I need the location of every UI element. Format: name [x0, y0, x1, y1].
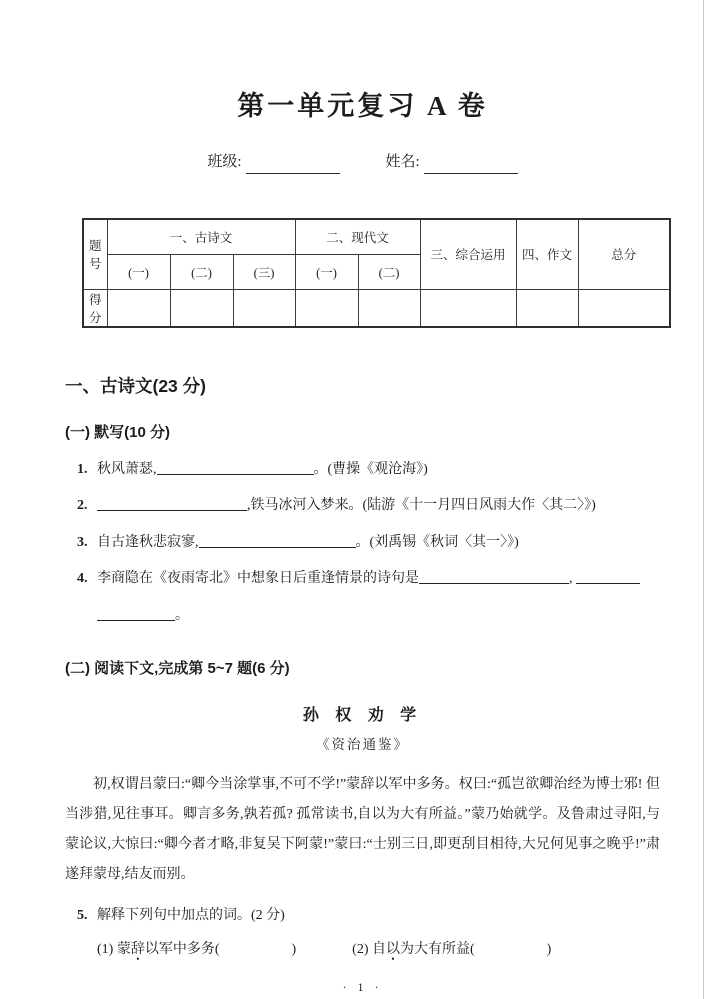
- score-cell-empty: [358, 289, 420, 327]
- close-paren: ): [291, 942, 297, 957]
- score-table-col-zonghe: 三、综合运用: [420, 219, 516, 289]
- emphasized-char: 辞: [130, 942, 145, 957]
- answer-blank-line: [157, 459, 314, 475]
- score-table-subcol: (一): [107, 254, 170, 289]
- subsection-heading-moxie: (一) 默写(10 分): [65, 423, 171, 441]
- page-number: · 1 ·: [342, 980, 383, 994]
- question-source: 。(曹操《观沧海》): [313, 461, 428, 477]
- score-table-subcol: (三): [233, 254, 295, 289]
- passage-source: 《资治通鉴》: [316, 737, 409, 752]
- score-table-subcol: (一): [295, 254, 358, 289]
- question-number: 3.: [77, 534, 88, 550]
- question-stem: 解释下列句中加点的词。(2 分): [97, 908, 285, 923]
- close-paren: ): [546, 942, 552, 957]
- dictation-question-list: [65, 452, 660, 635]
- subsection-heading-yuedu: (二) 阅读下文,完成第 5~7 题(6 分): [65, 660, 290, 677]
- answer-blank-line: [199, 532, 356, 548]
- question-source: 。(刘禹锡《秋词〈其一〉》): [355, 534, 519, 550]
- question-number: 1.: [77, 461, 88, 477]
- question-separator: ,: [569, 571, 573, 586]
- question-item-4: [65, 561, 660, 634]
- score-table-col-zongfen: 总分: [578, 219, 670, 289]
- question-5-subparts: [97, 934, 660, 966]
- class-blank-line: [246, 154, 340, 174]
- class-label: 班级:: [207, 154, 242, 170]
- question-item-1: [65, 452, 660, 489]
- question-item-3: [65, 525, 660, 562]
- subpart-text: 自以为大有所益(: [372, 942, 475, 957]
- subpart-text: 蒙辞以军中多务(: [116, 942, 220, 957]
- score-cell-empty: [170, 289, 233, 327]
- score-cell-empty: [295, 289, 358, 327]
- passage-text: 初,权谓吕蒙曰:“卿今当涂掌事,不可不学!”蒙辞以军中多务。权曰:“孤岂欲卿治经为博士邪! 但当涉猎,见往事耳。卿言多务,孰若孤? 孤常读书,自以为大有所益。”蒙乃始就学。及鲁肃过寻阳,与蒙论议,大惊曰:“卿今者才略,非复吴下阿蒙!”蒙曰:“士别三日,即更刮目相待,大兄何见事之晚乎!”肃遂拜蒙母,结友而别。: [65, 777, 660, 882]
- score-cell-empty: [516, 289, 578, 327]
- name-blank-line: [424, 154, 518, 174]
- question-item-5: [65, 900, 660, 966]
- section-heading-gushiwen: 一、古诗文(23 分): [65, 375, 206, 396]
- scan-edge-artifact: [703, 0, 704, 999]
- student-info-row: [65, 150, 660, 174]
- score-cell-empty: [107, 289, 170, 327]
- passage-title: 孙 权 劝 学: [302, 707, 423, 724]
- score-cell-empty: [420, 289, 516, 327]
- answer-blank-line: [97, 605, 175, 621]
- score-table-subcol: (二): [170, 254, 233, 289]
- question-item-2: [65, 488, 660, 525]
- class-field-group: [207, 150, 339, 174]
- score-table: [82, 218, 671, 328]
- score-table-wrap: [82, 218, 660, 328]
- name-label: 姓名:: [385, 154, 420, 170]
- score-table-header-defen: 得分: [83, 289, 107, 327]
- question-text: 自古逢秋悲寂寥,: [97, 534, 199, 550]
- answer-blank-line: [97, 495, 247, 511]
- score-cell-empty: [233, 289, 295, 327]
- question-text: 李商隐在《夜雨寄北》中想象日后重逢情景的诗句是: [97, 571, 419, 586]
- score-table-group-xiandaiwen: 二、现代文: [295, 219, 420, 254]
- score-table-header-tihao: 题号: [83, 219, 107, 289]
- score-table-col-zuowen: 四、作文: [516, 219, 578, 289]
- question-text: 秋风萧瑟,: [97, 461, 157, 477]
- subpart-label: (2): [352, 942, 369, 957]
- score-table-group-gushiwen: 一、古诗文: [107, 219, 295, 254]
- page-title: 第一单元复习 A 卷: [237, 91, 488, 121]
- score-cell-empty: [578, 289, 670, 327]
- subpart-label: (1): [97, 942, 114, 957]
- question-number: 2.: [77, 498, 88, 513]
- question-end-punct: 。: [175, 607, 189, 623]
- answer-blank-line: [419, 568, 569, 584]
- question-number: 4.: [77, 571, 88, 586]
- answer-blank-line: [576, 568, 640, 584]
- score-table-subcol: (二): [358, 254, 420, 289]
- question-number: 5.: [77, 908, 88, 923]
- emphasized-char: 以: [386, 942, 400, 957]
- name-field-group: [386, 150, 518, 174]
- question-text: ,铁马冰河入梦来。(陆游《十一月四日风雨大作〈其二〉》): [247, 498, 596, 513]
